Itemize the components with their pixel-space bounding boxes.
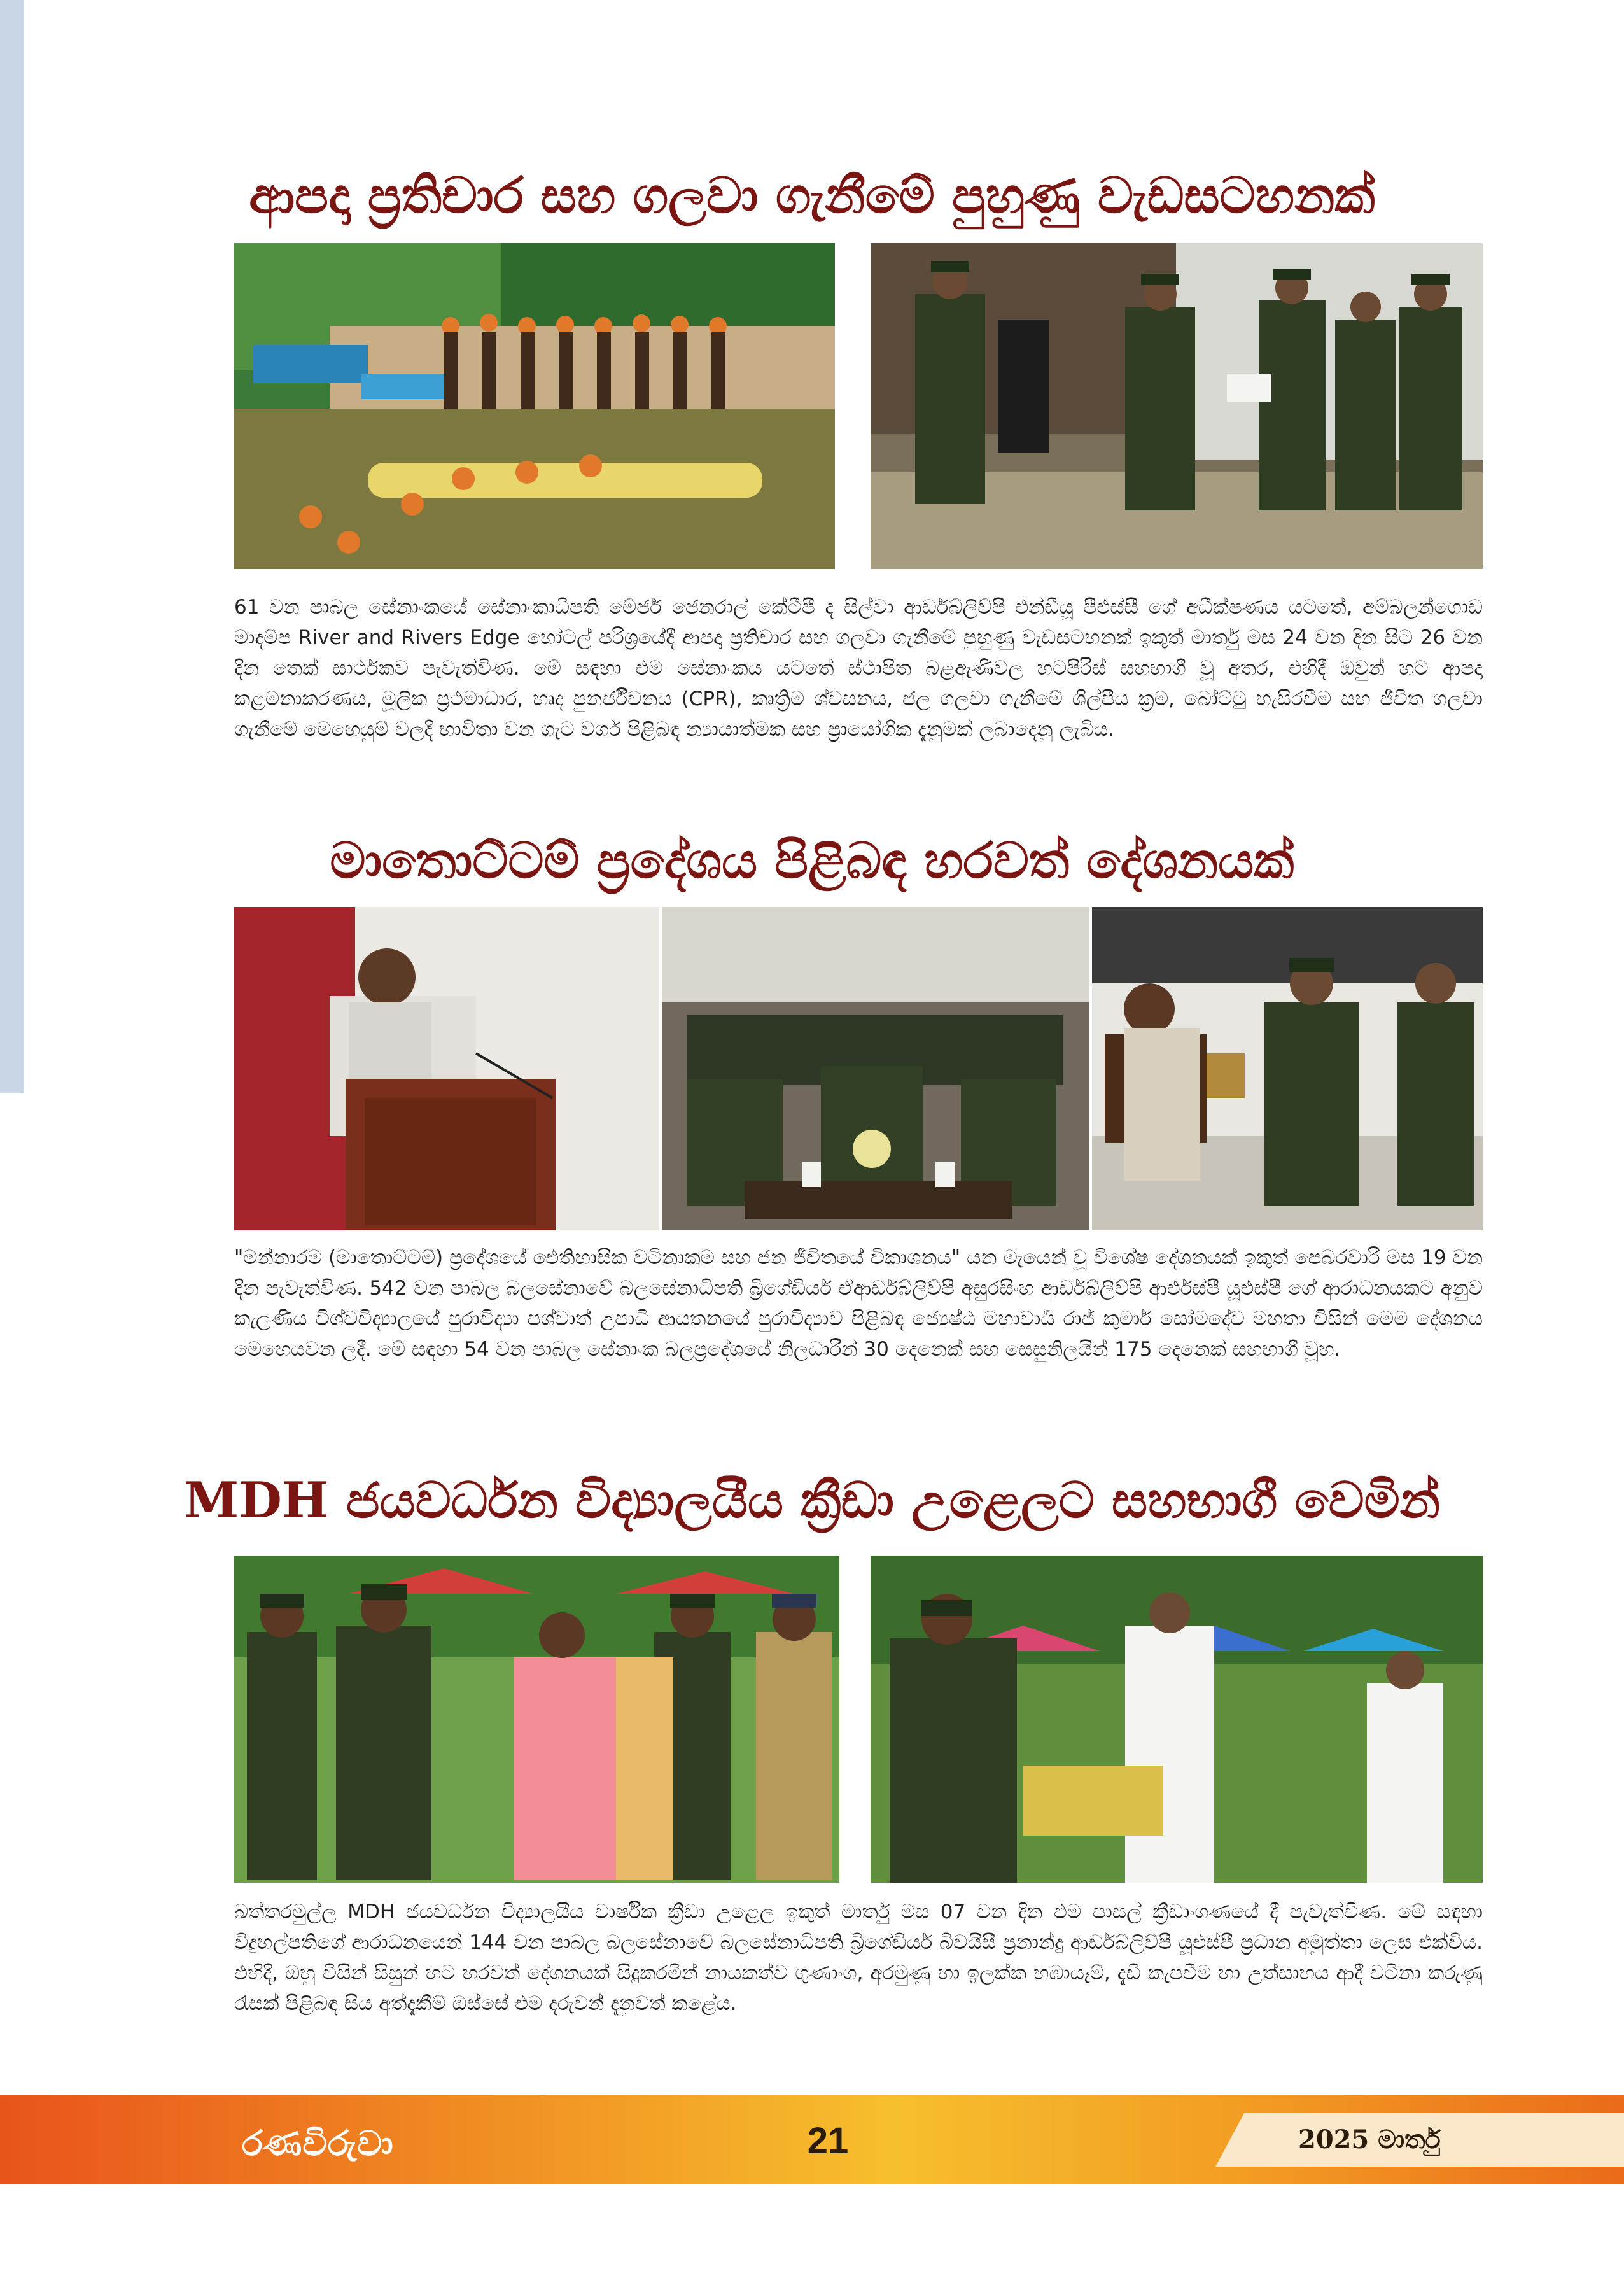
issue-date: 2025 මාර්තු — [1298, 2125, 1441, 2155]
photo-water-rescue-training — [234, 243, 835, 569]
page-number: 21 — [807, 2120, 849, 2162]
section2-body: "මන්නාරම (මාතොට්ටම්) ප්‍රදේශයේ ඓතිහාසික වටිනාකම සහ ජන ජීවිතයේ විකාශනය" යන මැයෙන් වූ විශේෂ දේශනයක් ඉකුත් පෙබරවාරි මස 19 වන දින පැවැත්විණ. 542 වන පාබල බලසේනාවේ බලසේනාධිපති බ්‍රිගේඩියර් ඒආර්ඩබ්ලිව්පී අසුරසිංහ ආර්ඩබ්ලිව්පී ආර්එස්පී යූඑස්පී ගේ ආරාධනයකට අනුව කැලණිය විශ්වවිද්‍යාලයේ පුරාවිද්‍යා පශ්චාත් උපාධි ආයතනයේ පුරාවිද්‍යාව පිළිබඳ ජ්‍යෙෂ්ඨ මහාචාර්‍ය රාජ් කුමාර් සෝමදේව මහතා විසින් මෙම දේශනය මෙහෙයවන ලදී. මේ සඳහා 54 වන පාබල සේනාංක බලප්‍රදේශයේ නිලධාරීන් 30 දෙනෙක් සහ සෙසුනිලයින් 175 දෙනෙක් සහභාගී වූහ. — [234, 1246, 1483, 1361]
photo-plaque-presentation — [1092, 907, 1483, 1230]
section1-body: 61 වන පාබල සේනාංකයේ සේනාංකාධිපති මේජර් ජෙනරාල් කේටීපී ද සිල්වා ආර්ඩබ්ලිව්පී එන්ඩීයූ පීඑස්සී ගේ අධීක්ෂණය යටතේ, අම්බලන්ගොඩ මාදම්ප River and Rivers Edge හෝටල් පරිශ්‍රයේදී ආපදා ප්‍රතිචාර සහ ගලවා ගැනීමේ පුහුණු වැඩසටහනක් ඉකුත් මාර්තු මස 24 වන දින සිට 26 වන දින තෙක් සාර්ථකව පැවැත්විණ. මේ සඳහා එම සේනාංකය යටතේ ස්ථාපිත බළඇණිවල හටපිරිස් සහභාගී වූ අතර, එහිදී ඔවුන් හට ආපදා කළමනාකරණය, මූලික ප්‍රථමාධාර, හෘද පුනර්ජීවනය (CPR), කෘත්‍රිම ශ්වසනය, ජල ගලවා ගැනීමේ ශිල්පීය ක්‍රම, බෝට්ටු හැසිරවීම සහ ජීවිත ගලවා ගැනීමේ මෙහෙයුම් වලදී භාවිතා වන ගැට වර්ග පිළිබඳ න්‍යායාත්මක සහ ප්‍රායෝගික දැනුමක් ලබාදෙනු ලැබිය. — [234, 596, 1483, 741]
section3-title: MDH ජයවර්ධන විද්‍යාලයීය ක්‍රීඩා උළෙලට සහභාගී වෙමින් — [183, 1472, 1441, 1529]
section3-body: බත්තරමුල්ල MDH ජයවර්ධන විද්‍යාලයීය වාර්ෂික ක්‍රීඩා උළෙල ඉකුත් මාර්තු මස 07 වන දින එම පාසල් ක්‍රීඩාංගණයේ දී පැවැත්විණ. මේ සඳහා විදුහල්පතිගේ ආරාධනයෙන් 144 වන පාබල බලසේනාවේ බලසේනාධිපති බ්‍රිගේඩියර් බීවයිසී ප්‍රනාන්දු ආර්ඩබ්ලිව්පී යූඑස්පී ප්‍රධාන අමුත්තා ලෙස එක්විය. එහිදී, ඔහු විසින් සිසුන් හට හරවත් දේශනයක් සිදුකරමින් නායකත්ව ගුණාංග, අරමුණු හා ඉලක්ක හඹායෑම්, දැඩි කැපවීම හා උත්සාහය ආදී වටිනා කරුණු රැසක් පිළිබඳ සිය අත්දැකීම් ඔස්සේ එම දරුවන් දැනුවත් කළේය. — [234, 1901, 1483, 2015]
photo-guests-walking — [234, 1556, 839, 1883]
section2-title: මාතොට්ටම් ප්‍රදේශය පිළිබඳ හරවත් දේශනයක් — [330, 832, 1294, 890]
magazine-logo: රණවිරුවා — [242, 2123, 394, 2163]
photo-audience-officers — [662, 907, 1089, 1230]
photo-certificate-award — [871, 243, 1483, 569]
photo-student-award — [871, 1556, 1483, 1883]
photo-lecturer-podium — [234, 907, 659, 1230]
section1-title: ආපදා ප්‍රතිචාර සහ ගලවා ගැනීමේ පුහුණු වැඩසටහනක් — [249, 167, 1375, 225]
